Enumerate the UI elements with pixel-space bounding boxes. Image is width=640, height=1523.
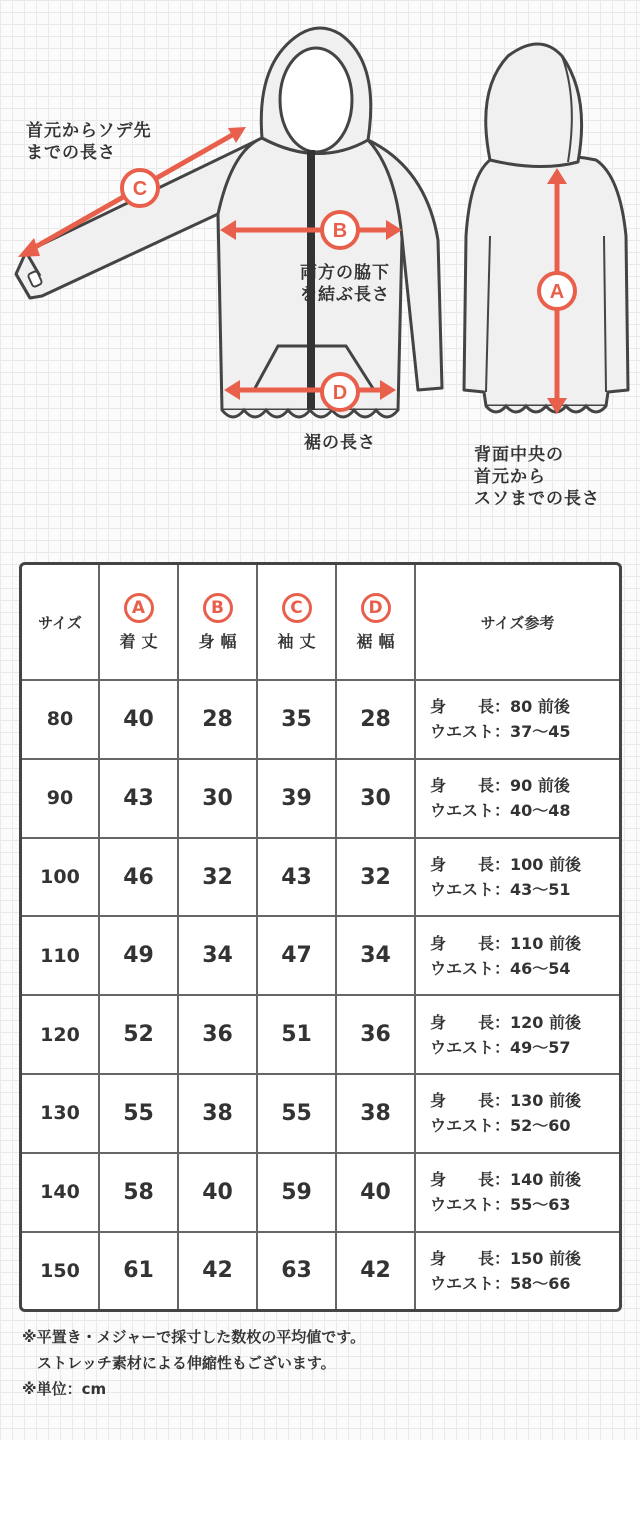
cell-b: 32 (178, 838, 257, 917)
cell-ref (415, 1153, 619, 1232)
table-row (22, 916, 619, 995)
cell-d: 40 (336, 1153, 415, 1232)
cell-b: 36 (178, 995, 257, 1074)
note-stretch: ストレッチ素材による伸縮性もございます。 (22, 1354, 336, 1372)
cell-a: 58 (99, 1153, 178, 1232)
cell-ref (415, 838, 619, 917)
cell-d: 28 (336, 680, 415, 759)
cell-a: 43 (99, 759, 178, 838)
ref-height: 身 長：120 前後 (430, 1012, 581, 1032)
header-b (178, 565, 257, 680)
header-c-label: 袖丈 (277, 631, 322, 651)
cell-size: 150 (22, 1232, 99, 1309)
header-d-marker: D (361, 593, 391, 623)
ref-height: 身 長：140 前後 (430, 1170, 581, 1190)
cell-size: 130 (22, 1074, 99, 1153)
marker-d-label: D (332, 382, 348, 404)
cell-a: 49 (99, 916, 178, 995)
table-header-row (22, 565, 619, 680)
note-unit: ※単位：cm (22, 1380, 107, 1398)
cell-d: 34 (336, 916, 415, 995)
ref-waist: ウエスト：46～54 (430, 958, 571, 978)
header-a-marker: A (124, 593, 154, 623)
ref-height: 身 長：80 前後 (430, 697, 570, 717)
table-row (22, 1153, 619, 1232)
header-b-marker: B (203, 593, 233, 623)
cell-a: 40 (99, 680, 178, 759)
header-a (99, 565, 178, 680)
cell-c: 55 (257, 1074, 336, 1153)
note-measurement: ※平置き・メジャーで採寸した数枚の平均値です。 (22, 1328, 366, 1346)
cell-c: 63 (257, 1232, 336, 1309)
ref-height: 身 長：100 前後 (430, 855, 581, 875)
face-opening (280, 48, 352, 152)
ref-height: 身 長：150 前後 (430, 1248, 581, 1268)
cell-size: 90 (22, 759, 99, 838)
cell-c: 43 (257, 838, 336, 917)
ref-waist: ウエスト：55～63 (430, 1195, 571, 1215)
ref-waist: ウエスト：40～48 (430, 801, 571, 821)
cell-c: 59 (257, 1153, 336, 1232)
cell-a: 61 (99, 1232, 178, 1309)
cell-ref (415, 680, 619, 759)
header-c-marker: C (282, 593, 312, 623)
label-sleeve-length: 首元からソデ先 までの長さ (26, 121, 152, 163)
cell-d: 36 (336, 995, 415, 1074)
cell-ref (415, 1074, 619, 1153)
marker-b-label: B (332, 220, 348, 242)
cell-a: 46 (99, 838, 178, 917)
cell-d: 30 (336, 759, 415, 838)
label-hem-length: 裾の長さ (304, 433, 376, 453)
cell-d: 38 (336, 1074, 415, 1153)
ref-height: 身 長：130 前後 (430, 1091, 581, 1111)
header-d (336, 565, 415, 680)
cell-size: 80 (22, 680, 99, 759)
cell-size: 120 (22, 995, 99, 1074)
header-b-label: 身幅 (198, 631, 243, 651)
ref-waist: ウエスト：49～57 (430, 1037, 571, 1057)
size-table-container (19, 562, 622, 1312)
header-ref: サイズ参考 (415, 565, 619, 680)
label-chest-width: 両方の脇下 を結ぶ長さ (300, 263, 390, 305)
label-back-length: 背面中央の 首元から スソまでの長さ (474, 445, 600, 509)
ref-height: 身 長：90 前後 (430, 776, 570, 796)
cell-c: 47 (257, 916, 336, 995)
table-row (22, 838, 619, 917)
cell-c: 39 (257, 759, 336, 838)
cell-b: 30 (178, 759, 257, 838)
ref-waist: ウエスト：58～66 (430, 1273, 571, 1293)
cell-ref (415, 995, 619, 1074)
ref-height: 身 長：110 前後 (430, 933, 581, 953)
marker-a-label: A (549, 281, 565, 303)
table-row (22, 759, 619, 838)
ref-waist: ウエスト：43～51 (430, 880, 571, 900)
cell-ref (415, 759, 619, 838)
arrow-c-head-start (18, 238, 40, 257)
cell-c: 35 (257, 680, 336, 759)
table-row (22, 1074, 619, 1153)
front-hem-wave (222, 410, 398, 417)
cell-size: 140 (22, 1153, 99, 1232)
ref-waist: ウエスト：52～60 (430, 1116, 571, 1136)
cell-size: 100 (22, 838, 99, 917)
header-d-label: 裾幅 (356, 631, 401, 651)
cell-c: 51 (257, 995, 336, 1074)
header-c (257, 565, 336, 680)
cell-b: 38 (178, 1074, 257, 1153)
cell-b: 28 (178, 680, 257, 759)
table-row (22, 995, 619, 1074)
cell-b: 34 (178, 916, 257, 995)
ref-waist: ウエスト：37～45 (430, 722, 571, 742)
cell-b: 42 (178, 1232, 257, 1309)
back-hem-wave (486, 406, 606, 412)
cell-ref (415, 916, 619, 995)
marker-c-label: C (132, 178, 148, 200)
header-size: サイズ (22, 565, 99, 680)
table-row (22, 1232, 619, 1309)
size-table (22, 565, 619, 1309)
back-hood (486, 44, 582, 167)
cell-d: 42 (336, 1232, 415, 1309)
table-row (22, 680, 619, 759)
header-a-label: 着丈 (119, 631, 164, 651)
cell-a: 55 (99, 1074, 178, 1153)
cell-b: 40 (178, 1153, 257, 1232)
cell-size: 110 (22, 916, 99, 995)
cell-ref (415, 1232, 619, 1309)
cell-d: 32 (336, 838, 415, 917)
cell-a: 52 (99, 995, 178, 1074)
